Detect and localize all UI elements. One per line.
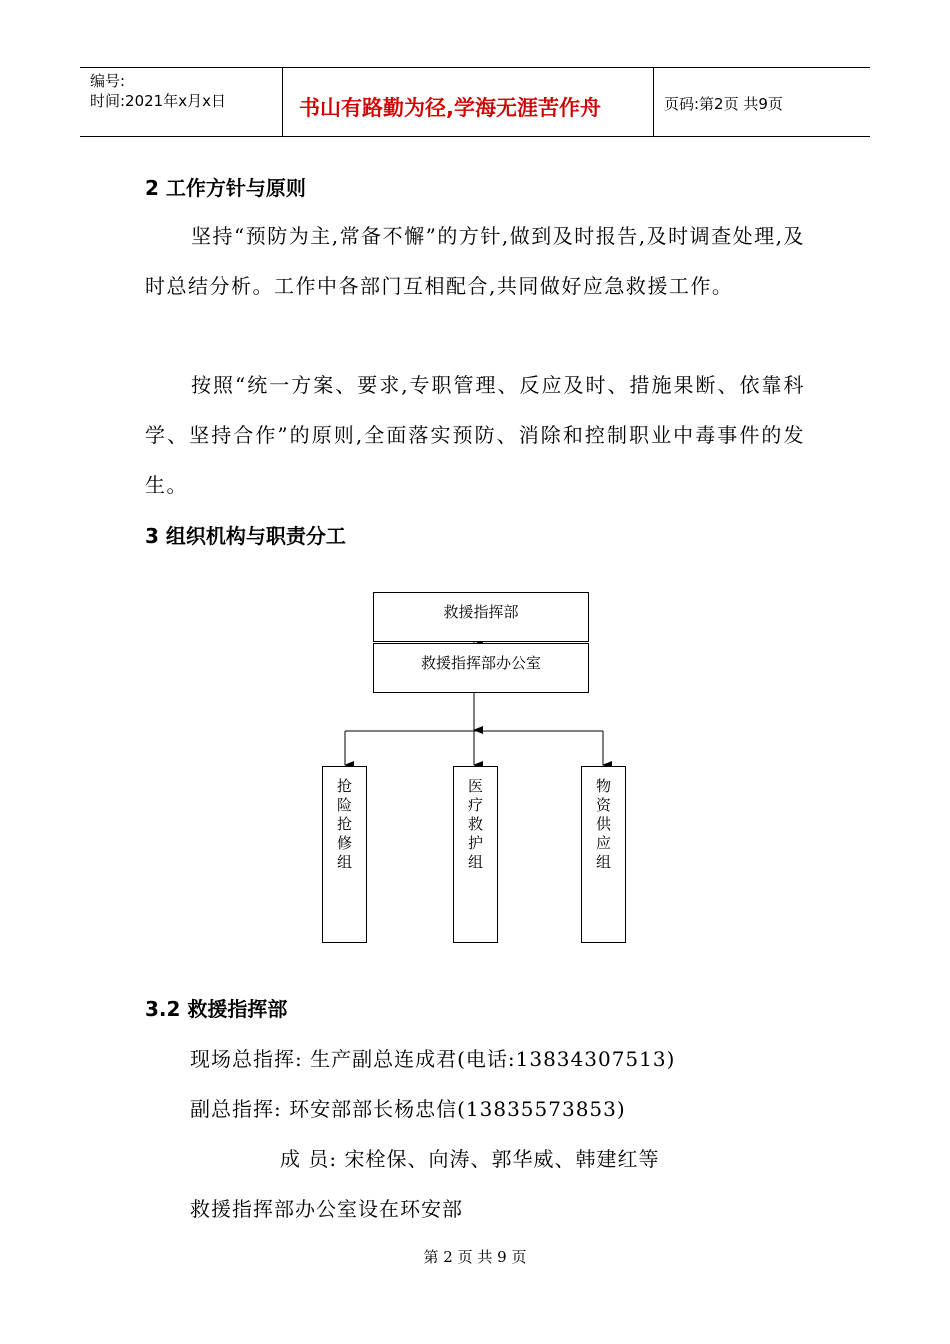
header-motto: 书山有路勤为径,学海无涯苦作舟 [299, 96, 601, 120]
members-line: 成 员: 宋栓保、向涛、郭华威、韩建红等 [280, 1147, 660, 1171]
header-page-info: 页码:第2页 共9页 [664, 95, 783, 113]
section-2-paragraph-1: 坚持“预防为主,常备不懈”的方针,做到及时报告,及时调查处理,及时总结分析。工作中各部门互相配合,共同做好应急救援工作。 [145, 224, 805, 298]
section-3-heading: 3 组织机构与职责分工 [145, 524, 346, 548]
deputy-commander-line: 副总指挥: 环安部部长杨忠信(13835573853) [190, 1097, 626, 1121]
office-location-line: 救援指挥部办公室设在环安部 [190, 1197, 463, 1221]
section-2-heading: 2 工作方针与原则 [145, 176, 306, 200]
org-node-command: 救援指挥部 [373, 592, 589, 642]
org-node-group3: 物 资 供 应 组 [581, 766, 626, 943]
page-footer: 第 2 页 共 9 页 [423, 1248, 527, 1266]
document-time-label: 时间:2021年x月x日 [90, 92, 226, 110]
commander-line: 现场总指挥: 生产副总连成君(电话:13834307513) [190, 1047, 676, 1071]
org-node-group2: 医 疗 救 护 组 [453, 766, 498, 943]
org-node-group1: 抢 险 抢 修 组 [322, 766, 367, 943]
document-number-label: 编号: [90, 72, 126, 90]
org-node-office: 救援指挥部办公室 [373, 643, 589, 693]
section-3-2-heading: 3.2 救援指挥部 [145, 997, 288, 1021]
section-2-paragraph-2: 按照“统一方案、要求,专职管理、反应及时、措施果断、依靠科学、坚持合作”的原则,全面落实预防、消除和控制职业中毒事件的发生。 [145, 373, 805, 497]
